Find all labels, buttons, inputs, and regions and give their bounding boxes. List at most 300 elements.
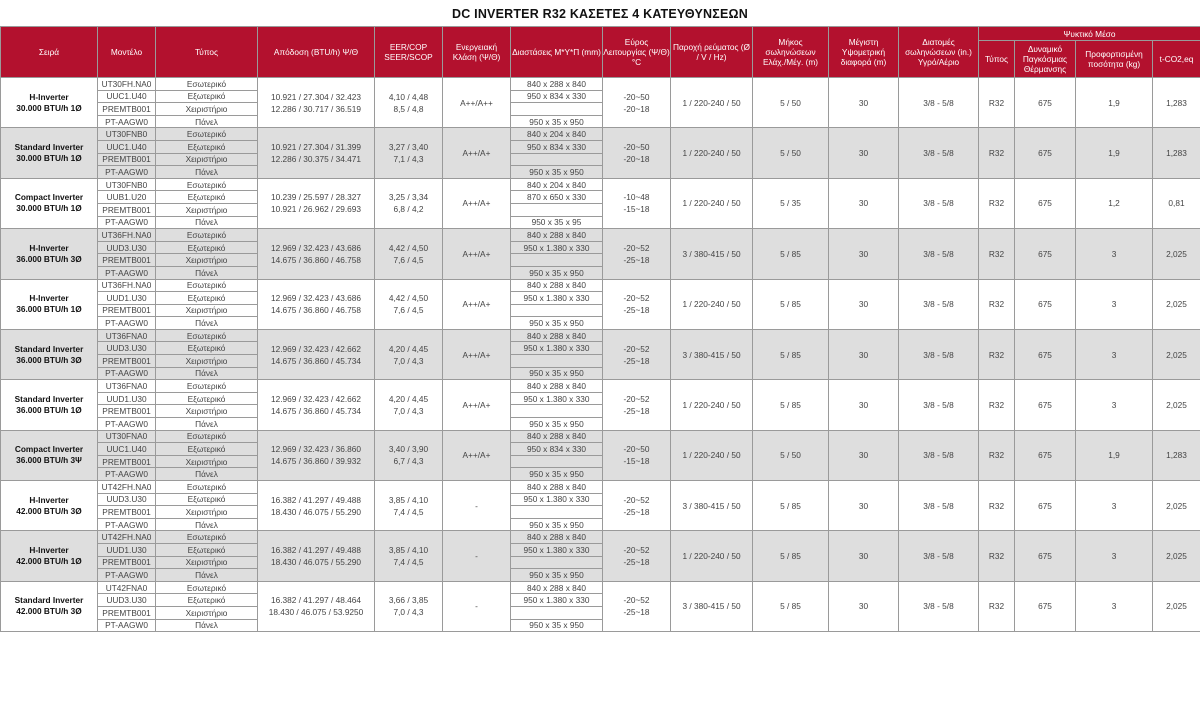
eer-cell-line: 4,42 / 4,50 [388,242,429,253]
type-cell: Χειριστήριο [156,455,258,468]
model-cell: UT36FNA0 [98,380,156,393]
series-cell-line: Standard Inverter [14,142,84,153]
dimensions-cell: 950 x 834 x 330 [511,90,603,103]
pipe-length-cell: 5 / 50 [753,78,829,128]
gwp-cell: 675 [1015,229,1076,279]
operating-range-cell-line: -20~52 [623,545,650,556]
precharge-cell: 3 [1076,380,1153,430]
pipe-diameter-cell: 3/8 - 5/8 [899,430,979,480]
type-cell: Χειριστήριο [156,405,258,418]
type-cell: Πάνελ [156,468,258,481]
co2-cell: 0,81 [1153,178,1200,228]
header-capacity: Απόδοση (BTU/h) Ψ/Θ [258,27,375,78]
series-cell-line: Compact Inverter [14,444,84,455]
refrigerant-type-cell: R32 [979,229,1015,279]
type-cell: Εξωτερικό [156,241,258,254]
capacity-cell [258,78,375,128]
pipe-length-cell: 5 / 85 [753,380,829,430]
pipe-length-cell: 5 / 85 [753,481,829,531]
model-cell: PT-AAGW0 [98,619,156,632]
operating-range-cell-line: -20~52 [623,343,650,354]
height-difference-cell: 30 [829,78,899,128]
series-cell [1,178,98,228]
pipe-diameter-cell: 3/8 - 5/8 [899,229,979,279]
eer-cell [375,531,443,581]
refrigerant-type-cell: R32 [979,581,1015,631]
header-dimensions: Διαστάσεις Μ*Υ*Π (mm) [511,27,603,78]
model-cell: PREMTB001 [98,405,156,418]
series-cell [1,380,98,430]
capacity-cell [258,178,375,228]
series-cell-line: 36.000 BTU/h 1Ø [16,404,82,415]
operating-range-cell-line: -20~52 [623,494,650,505]
series-cell [1,481,98,531]
eer-cell-line: 3,40 / 3,90 [388,444,429,455]
co2-cell: 1,283 [1153,78,1200,128]
dimensions-cell [511,556,603,569]
dimensions-cell [511,355,603,368]
co2-cell: 2,025 [1153,481,1200,531]
model-cell: UT30FNB0 [98,178,156,191]
header-co2: t-CO2,eq [1153,41,1200,78]
eer-cell-line: 4,10 / 4,48 [388,91,429,102]
model-cell: PREMTB001 [98,556,156,569]
energy-class-cell: A++/A+ [443,430,511,480]
pipe-diameter-cell: 3/8 - 5/8 [899,279,979,329]
type-cell: Χειριστήριο [156,355,258,368]
type-cell: Εξωτερικό [156,140,258,153]
operating-range-cell [603,481,671,531]
model-cell: UT36FNA0 [98,329,156,342]
table-row [1,581,1200,594]
series-cell [1,430,98,480]
type-cell: Πάνελ [156,216,258,229]
header-gwp: Δυναμικό Παγκόσμιας Θέρμανσης [1015,41,1076,78]
table-row [1,430,1200,443]
eer-cell-line: 3,27 / 3,40 [388,142,429,153]
type-cell: Εξωτερικό [156,191,258,204]
operating-range-cell-line: -25~18 [623,557,650,568]
pipe-length-cell: 5 / 85 [753,229,829,279]
model-cell: PREMTB001 [98,455,156,468]
model-cell: UUD3.U30 [98,241,156,254]
eer-cell-line: 7,0 / 4,3 [393,607,424,618]
energy-class-cell: A++/A+ [443,128,511,178]
capacity-cell [258,128,375,178]
operating-range-cell [603,128,671,178]
dimensions-cell [511,203,603,216]
eer-cell-line: 6,8 / 4,2 [393,204,424,215]
type-cell: Χειριστήριο [156,304,258,317]
type-cell: Πάνελ [156,317,258,330]
capacity-cell-line: 18.430 / 46.075 / 55.290 [271,506,361,517]
table-row [1,380,1200,393]
dimensions-cell [511,506,603,519]
model-cell: UT30FNB0 [98,128,156,141]
precharge-cell: 3 [1076,481,1153,531]
model-cell: PREMTB001 [98,203,156,216]
series-cell-line: 30.000 BTU/h 1Ø [16,153,82,164]
operating-range-cell [603,581,671,631]
precharge-cell: 1,9 [1076,128,1153,178]
height-difference-cell: 30 [829,380,899,430]
co2-cell: 2,025 [1153,329,1200,379]
power-supply-cell: 3 / 380-415 / 50 [671,329,753,379]
operating-range-cell [603,229,671,279]
header-series: Σειρά [1,27,98,78]
eer-cell-line: 3,85 / 4,10 [388,545,429,556]
dimensions-cell: 840 x 288 x 840 [511,279,603,292]
capacity-cell-line: 10.921 / 27.304 / 31.399 [271,142,361,153]
dimensions-cell: 950 x 35 x 950 [511,569,603,582]
dimensions-cell: 950 x 1.380 x 330 [511,241,603,254]
type-cell: Πάνελ [156,518,258,531]
gwp-cell: 675 [1015,430,1076,480]
height-difference-cell: 30 [829,581,899,631]
operating-range-cell-line: -25~18 [623,305,650,316]
type-cell: Εξωτερικό [156,594,258,607]
type-cell: Χειριστήριο [156,506,258,519]
header-type: Τύπος [156,27,258,78]
table-row [1,229,1200,242]
dimensions-cell: 840 x 204 x 840 [511,128,603,141]
dimensions-cell: 870 x 650 x 330 [511,191,603,204]
capacity-cell-line: 14.675 / 36.860 / 45.734 [271,405,361,416]
capacity-cell [258,279,375,329]
eer-cell-line: 7,4 / 4,5 [393,557,424,568]
model-cell: UUD3.U30 [98,493,156,506]
table-row [1,481,1200,494]
capacity-cell [258,430,375,480]
eer-cell-line: 7,4 / 4,5 [393,506,424,517]
capacity-cell-line: 12.969 / 32.423 / 36.860 [271,444,361,455]
eer-cell [375,229,443,279]
eer-cell [375,178,443,228]
dimensions-cell: 950 x 35 x 950 [511,115,603,128]
operating-range-cell-line: -20~52 [623,393,650,404]
type-cell: Εσωτερικό [156,229,258,242]
operating-range-cell-line: -20~52 [623,242,650,253]
type-cell: Εσωτερικό [156,329,258,342]
series-cell-line: 36.000 BTU/h 3Ø [16,253,82,264]
type-cell: Εσωτερικό [156,531,258,544]
dimensions-cell: 950 x 35 x 950 [511,619,603,632]
capacity-cell [258,531,375,581]
eer-cell-line: 4,20 / 4,45 [388,393,429,404]
precharge-cell: 1,2 [1076,178,1153,228]
model-cell: PT-AAGW0 [98,468,156,481]
gwp-cell: 675 [1015,279,1076,329]
operating-range-cell-line: -25~18 [623,607,650,618]
energy-class-cell: - [443,481,511,531]
gwp-cell: 675 [1015,128,1076,178]
series-cell-line: H-Inverter [29,91,69,102]
eer-cell-line: 7,0 / 4,3 [393,405,424,416]
dimensions-cell: 840 x 288 x 840 [511,229,603,242]
pipe-diameter-cell: 3/8 - 5/8 [899,128,979,178]
eer-cell [375,78,443,128]
eer-cell-line: 7,1 / 4,3 [393,154,424,165]
model-cell: PREMTB001 [98,355,156,368]
type-cell: Χειριστήριο [156,103,258,116]
capacity-cell [258,380,375,430]
precharge-cell: 3 [1076,531,1153,581]
capacity-cell [258,329,375,379]
dimensions-cell [511,304,603,317]
capacity-cell-line: 12.969 / 32.423 / 43.686 [271,293,361,304]
table-row [1,178,1200,191]
series-cell [1,531,98,581]
eer-cell [375,430,443,480]
header-precharge: Προφορτισμένη ποσότητα (kg) [1076,41,1153,78]
pipe-length-cell: 5 / 35 [753,178,829,228]
capacity-cell-line: 16.382 / 41.297 / 49.488 [271,545,361,556]
capacity-cell [258,481,375,531]
dimensions-cell [511,103,603,116]
type-cell: Εξωτερικό [156,342,258,355]
energy-class-cell: A++/A+ [443,380,511,430]
model-cell: PT-AAGW0 [98,115,156,128]
eer-cell-line: 7,6 / 4,5 [393,305,424,316]
dimensions-cell: 840 x 288 x 840 [511,531,603,544]
page-title: DC INVERTER R32 ΚΑΣΕΤΕΣ 4 ΚΑΤΕΥΘΥΝΣΕΩΝ [452,7,748,21]
series-cell-line: 42.000 BTU/h 1Ø [16,556,82,567]
dimensions-cell [511,153,603,166]
type-cell: Χειριστήριο [156,556,258,569]
series-cell-line: 36.000 BTU/h 3Ψ [16,455,82,466]
capacity-cell-line: 16.382 / 41.297 / 49.488 [271,494,361,505]
refrigerant-type-cell: R32 [979,128,1015,178]
operating-range-cell-line: -20~50 [623,91,650,102]
series-cell-line: H-Inverter [29,494,69,505]
precharge-cell: 3 [1076,279,1153,329]
height-difference-cell: 30 [829,279,899,329]
series-cell [1,128,98,178]
dimensions-cell: 950 x 35 x 950 [511,166,603,179]
dimensions-cell: 950 x 834 x 330 [511,140,603,153]
capacity-cell-line: 12.969 / 32.423 / 42.662 [271,343,361,354]
model-cell: UT30FH.NA0 [98,78,156,91]
pipe-diameter-cell: 3/8 - 5/8 [899,531,979,581]
pipe-diameter-cell: 3/8 - 5/8 [899,329,979,379]
series-cell-line: Standard Inverter [14,595,84,606]
model-cell: UUD3.U30 [98,594,156,607]
capacity-cell-line: 10.239 / 25.597 / 28.327 [271,192,361,203]
model-cell: UUD1.U30 [98,292,156,305]
eer-cell-line: 8,5 / 4,8 [393,103,424,114]
table-row [1,279,1200,292]
energy-class-cell: A++/A+ [443,229,511,279]
dimensions-cell [511,254,603,267]
pipe-length-cell: 5 / 50 [753,128,829,178]
height-difference-cell: 30 [829,430,899,480]
type-cell: Πάνελ [156,166,258,179]
model-cell: PT-AAGW0 [98,317,156,330]
type-cell: Πάνελ [156,115,258,128]
model-cell: UUC1.U40 [98,90,156,103]
dimensions-cell: 840 x 288 x 840 [511,380,603,393]
series-cell-line: 30.000 BTU/h 1Ø [16,102,82,113]
precharge-cell: 1,9 [1076,78,1153,128]
energy-class-cell: A++/A+ [443,329,511,379]
dimensions-cell: 950 x 35 x 950 [511,518,603,531]
capacity-cell [258,229,375,279]
operating-range-cell-line: -15~18 [623,456,650,467]
operating-range-cell-line: -20~50 [623,444,650,455]
eer-cell [375,329,443,379]
co2-cell: 2,025 [1153,581,1200,631]
header-power-supply: Παροχή ρεύματος (Ø / V / Hz) [671,27,753,78]
model-cell: PREMTB001 [98,153,156,166]
operating-range-cell [603,279,671,329]
series-cell-line: H-Inverter [29,293,69,304]
model-cell: PT-AAGW0 [98,569,156,582]
pipe-diameter-cell: 3/8 - 5/8 [899,380,979,430]
operating-range-cell-line: -25~18 [623,355,650,366]
dimensions-cell: 950 x 1.380 x 330 [511,392,603,405]
dimensions-cell: 950 x 834 x 330 [511,443,603,456]
pipe-length-cell: 5 / 85 [753,531,829,581]
series-cell-line: Standard Inverter [14,393,84,404]
height-difference-cell: 30 [829,531,899,581]
pipe-diameter-cell: 3/8 - 5/8 [899,178,979,228]
precharge-cell: 1,9 [1076,430,1153,480]
model-cell: PREMTB001 [98,103,156,116]
pipe-length-cell: 5 / 85 [753,329,829,379]
precharge-cell: 3 [1076,581,1153,631]
eer-cell [375,481,443,531]
dimensions-cell: 840 x 288 x 840 [511,78,603,91]
height-difference-cell: 30 [829,128,899,178]
eer-cell-line: 7,6 / 4,5 [393,254,424,265]
series-cell [1,78,98,128]
power-supply-cell: 1 / 220-240 / 50 [671,430,753,480]
eer-cell-line: 3,25 / 3,34 [388,192,429,203]
type-cell: Χειριστήριο [156,254,258,267]
operating-range-cell-line: -25~18 [623,405,650,416]
capacity-cell-line: 10.921 / 27.304 / 32.423 [271,91,361,102]
power-supply-cell: 1 / 220-240 / 50 [671,279,753,329]
refrigerant-type-cell: R32 [979,430,1015,480]
operating-range-cell [603,329,671,379]
eer-cell-line: 4,20 / 4,45 [388,343,429,354]
dimensions-cell: 950 x 35 x 95 [511,216,603,229]
operating-range-cell [603,430,671,480]
operating-range-cell-line: -20~52 [623,293,650,304]
capacity-cell-line: 14.675 / 36.860 / 39.932 [271,456,361,467]
power-supply-cell: 3 / 380-415 / 50 [671,229,753,279]
dimensions-cell: 950 x 35 x 950 [511,317,603,330]
series-cell [1,581,98,631]
model-cell: PREMTB001 [98,304,156,317]
series-cell [1,229,98,279]
type-cell: Πάνελ [156,367,258,380]
gwp-cell: 675 [1015,78,1076,128]
operating-range-cell-line: -10~48 [623,192,650,203]
height-difference-cell: 30 [829,481,899,531]
model-cell: PT-AAGW0 [98,166,156,179]
capacity-cell-line: 12.286 / 30.375 / 34.471 [271,154,361,165]
operating-range-cell [603,531,671,581]
model-cell: UT42FH.NA0 [98,531,156,544]
type-cell: Εσωτερικό [156,279,258,292]
header-energy-class: Ενεργειακή Κλάση (Ψ/Θ) [443,27,511,78]
table-header [1,27,1200,78]
series-cell [1,279,98,329]
type-cell: Εξωτερικό [156,90,258,103]
precharge-cell: 3 [1076,229,1153,279]
dimensions-cell: 950 x 35 x 950 [511,266,603,279]
capacity-cell [258,581,375,631]
eer-cell-line: 3,66 / 3,85 [388,595,429,606]
refrigerant-type-cell: R32 [979,279,1015,329]
model-cell: PREMTB001 [98,254,156,267]
table-row [1,128,1200,141]
series-cell-line: 36.000 BTU/h 1Ø [16,304,82,315]
capacity-cell-line: 14.675 / 36.860 / 45.734 [271,355,361,366]
type-cell: Χειριστήριο [156,153,258,166]
refrigerant-type-cell: R32 [979,178,1015,228]
power-supply-cell: 1 / 220-240 / 50 [671,78,753,128]
capacity-cell-line: 10.921 / 26.962 / 29.693 [271,204,361,215]
dimensions-cell: 840 x 288 x 840 [511,430,603,443]
dimensions-cell: 840 x 288 x 840 [511,581,603,594]
type-cell: Εσωτερικό [156,178,258,191]
gwp-cell: 675 [1015,531,1076,581]
model-cell: UUD3.U30 [98,342,156,355]
dimensions-cell: 950 x 35 x 950 [511,418,603,431]
dimensions-cell: 950 x 1.380 x 330 [511,594,603,607]
power-supply-cell: 1 / 220-240 / 50 [671,128,753,178]
co2-cell: 1,283 [1153,430,1200,480]
eer-cell [375,279,443,329]
eer-cell [375,380,443,430]
model-cell: UUC1.U40 [98,140,156,153]
gwp-cell: 675 [1015,581,1076,631]
model-cell: PT-AAGW0 [98,518,156,531]
capacity-cell-line: 12.286 / 30.717 / 36.519 [271,103,361,114]
type-cell: Εξωτερικό [156,292,258,305]
operating-range-cell-line: -15~18 [623,204,650,215]
model-cell: UUD1.U30 [98,392,156,405]
operating-range-cell [603,178,671,228]
operating-range-cell [603,78,671,128]
model-cell: UT42FNA0 [98,581,156,594]
header-refrigerant: Ψυκτικό Μέσο [979,27,1200,41]
header-pipe-diameter: Διατομές σωληνώσεων (in.) Υγρό/Αέριο [899,27,979,78]
operating-range-cell [603,380,671,430]
height-difference-cell: 30 [829,178,899,228]
height-difference-cell: 30 [829,229,899,279]
energy-class-cell: A++/A++ [443,78,511,128]
co2-cell: 2,025 [1153,531,1200,581]
operating-range-cell-line: -20~50 [623,142,650,153]
co2-cell: 2,025 [1153,229,1200,279]
type-cell: Πάνελ [156,418,258,431]
type-cell: Πάνελ [156,266,258,279]
model-cell: PT-AAGW0 [98,216,156,229]
operating-range-cell-line: -25~18 [623,254,650,265]
dimensions-cell: 950 x 1.380 x 330 [511,342,603,355]
refrigerant-type-cell: R32 [979,481,1015,531]
power-supply-cell: 1 / 220-240 / 50 [671,380,753,430]
dimensions-cell: 840 x 288 x 840 [511,481,603,494]
dimensions-cell: 950 x 35 x 950 [511,367,603,380]
type-cell: Εξωτερικό [156,493,258,506]
type-cell: Εσωτερικό [156,430,258,443]
gwp-cell: 675 [1015,329,1076,379]
operating-range-cell-line: -20~52 [623,595,650,606]
